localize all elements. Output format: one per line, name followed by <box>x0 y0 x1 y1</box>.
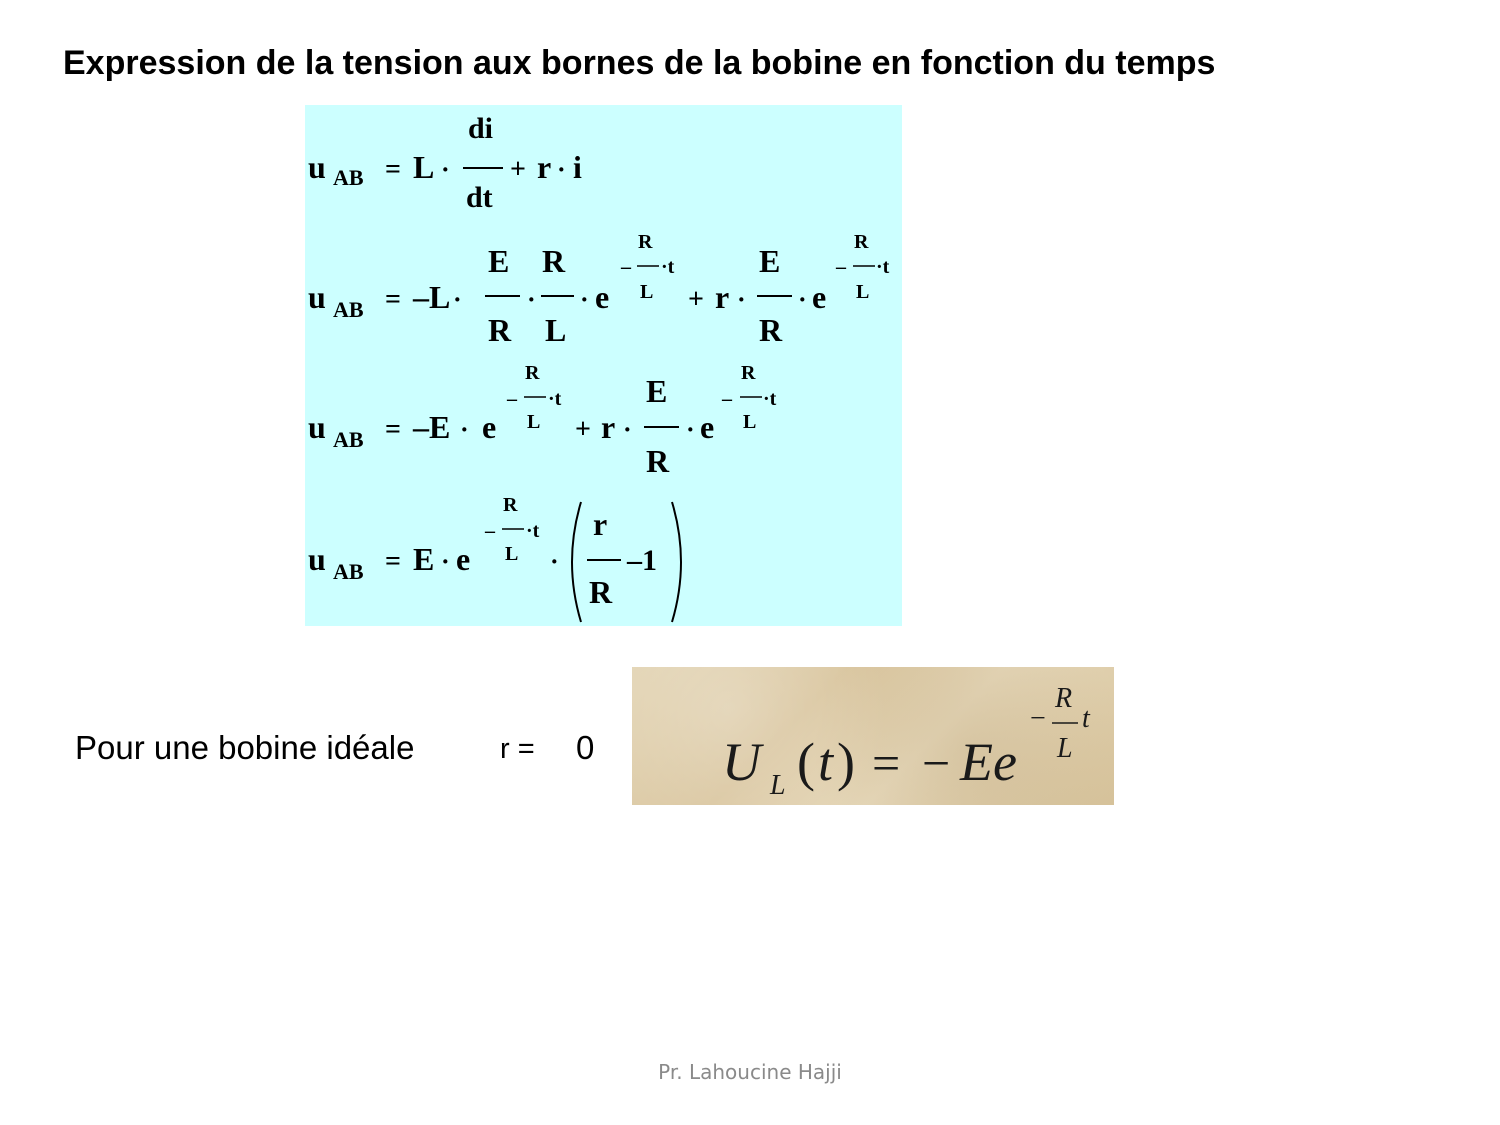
svg-text:·: · <box>527 285 536 314</box>
svg-text:AB: AB <box>333 427 364 452</box>
svg-text:·t: ·t <box>661 256 675 278</box>
svg-text:·t: ·t <box>526 520 540 542</box>
equations-svg <box>305 105 902 626</box>
svg-text:·t: ·t <box>548 388 562 410</box>
svg-text:–: – <box>722 388 732 410</box>
svg-text:e: e <box>700 409 715 445</box>
condition-rhs: 0 <box>576 729 595 766</box>
svg-text:AB: AB <box>333 297 364 322</box>
svg-text:=: = <box>385 154 401 185</box>
svg-text:L: L <box>505 543 519 565</box>
svg-text:u: u <box>308 541 326 577</box>
svg-text:·: · <box>557 155 566 184</box>
svg-text:R: R <box>759 312 783 348</box>
svg-text:(: ( <box>797 732 815 792</box>
svg-text:u: u <box>308 149 326 185</box>
svg-text:–: – <box>485 520 495 542</box>
svg-text:Ee: Ee <box>960 732 1017 792</box>
svg-text:L: L <box>856 281 870 303</box>
svg-text:R: R <box>589 574 613 610</box>
svg-text:=: = <box>385 546 401 577</box>
svg-text:R: R <box>638 231 653 253</box>
svg-text:E: E <box>413 541 435 577</box>
svg-text:R: R <box>488 312 512 348</box>
svg-text:L: L <box>1057 733 1073 764</box>
svg-text:e: e <box>482 409 497 445</box>
svg-text:r: r <box>593 506 608 542</box>
svg-text:U: U <box>722 732 761 792</box>
svg-text:r: r <box>715 279 730 315</box>
svg-text:L: L <box>413 149 435 185</box>
svg-text:L: L <box>545 312 567 348</box>
svg-text:·: · <box>441 155 450 184</box>
equations-box <box>305 105 902 626</box>
svg-text:R: R <box>1055 683 1073 714</box>
svg-text:E: E <box>759 243 781 279</box>
svg-text:r: r <box>601 409 616 445</box>
svg-text:u: u <box>308 409 326 445</box>
svg-text:R: R <box>646 443 670 479</box>
svg-text:·: · <box>550 547 559 576</box>
svg-text:t: t <box>818 732 834 792</box>
equation-line-1 <box>308 112 582 214</box>
svg-text:=: = <box>385 284 401 315</box>
svg-text:–E: –E <box>413 409 451 445</box>
svg-text:AB: AB <box>333 165 364 190</box>
svg-text:·: · <box>623 415 632 444</box>
svg-text:E: E <box>488 243 510 279</box>
svg-text:–: – <box>836 256 846 278</box>
svg-text:=: = <box>872 735 901 791</box>
svg-text:L: L <box>527 411 541 433</box>
svg-text:·: · <box>460 415 469 444</box>
svg-text:+: + <box>688 284 704 315</box>
svg-text:·: · <box>686 415 695 444</box>
svg-text:R: R <box>854 231 869 253</box>
svg-text:−: − <box>922 735 951 791</box>
svg-text:·t: ·t <box>763 388 777 410</box>
svg-text:−: − <box>1030 703 1046 734</box>
svg-text:e: e <box>595 279 610 315</box>
svg-text:e: e <box>456 541 471 577</box>
ideal-coil-formula <box>632 667 1114 805</box>
svg-text:R: R <box>503 494 518 516</box>
ideal-coil-label: Pour une bobine idéale <box>75 729 415 766</box>
footer-author: Pr. Lahoucine Hajji <box>658 1060 842 1084</box>
svg-text:+: + <box>575 414 591 445</box>
svg-text:–: – <box>507 388 517 410</box>
svg-text:·: · <box>441 547 450 576</box>
equation-line-2 <box>308 231 890 348</box>
svg-text:): ) <box>837 732 855 792</box>
svg-text:L: L <box>770 770 786 801</box>
equation-line-3 <box>308 362 777 479</box>
svg-text:t: t <box>1082 703 1090 734</box>
svg-text:e: e <box>812 279 827 315</box>
svg-text:R: R <box>542 243 566 279</box>
svg-text:·: · <box>798 285 807 314</box>
ideal-coil-formula-box <box>632 667 1114 805</box>
svg-text:·: · <box>580 285 589 314</box>
svg-text:R: R <box>741 362 756 384</box>
svg-text:AB: AB <box>333 559 364 584</box>
svg-text:R: R <box>525 362 540 384</box>
svg-text:+: + <box>510 154 526 185</box>
svg-text:–1: –1 <box>627 544 657 577</box>
svg-text:–L: –L <box>413 279 451 315</box>
svg-text:di: di <box>468 112 494 145</box>
condition-lhs: r = <box>500 733 535 765</box>
svg-text:L: L <box>640 281 654 303</box>
svg-text:·: · <box>453 285 462 314</box>
svg-text:u: u <box>308 279 326 315</box>
svg-text:=: = <box>385 414 401 445</box>
svg-text:E: E <box>646 373 668 409</box>
svg-text:i: i <box>573 149 582 185</box>
equation-line-4 <box>308 494 681 622</box>
svg-text:L: L <box>743 411 757 433</box>
page-title: Expression de la tension aux bornes de la bobine en fonction du temps <box>63 44 1216 82</box>
svg-text:·: · <box>737 285 746 314</box>
svg-text:–: – <box>621 256 631 278</box>
svg-text:r: r <box>537 149 552 185</box>
svg-text:dt: dt <box>466 181 493 214</box>
svg-text:·t: ·t <box>876 256 890 278</box>
